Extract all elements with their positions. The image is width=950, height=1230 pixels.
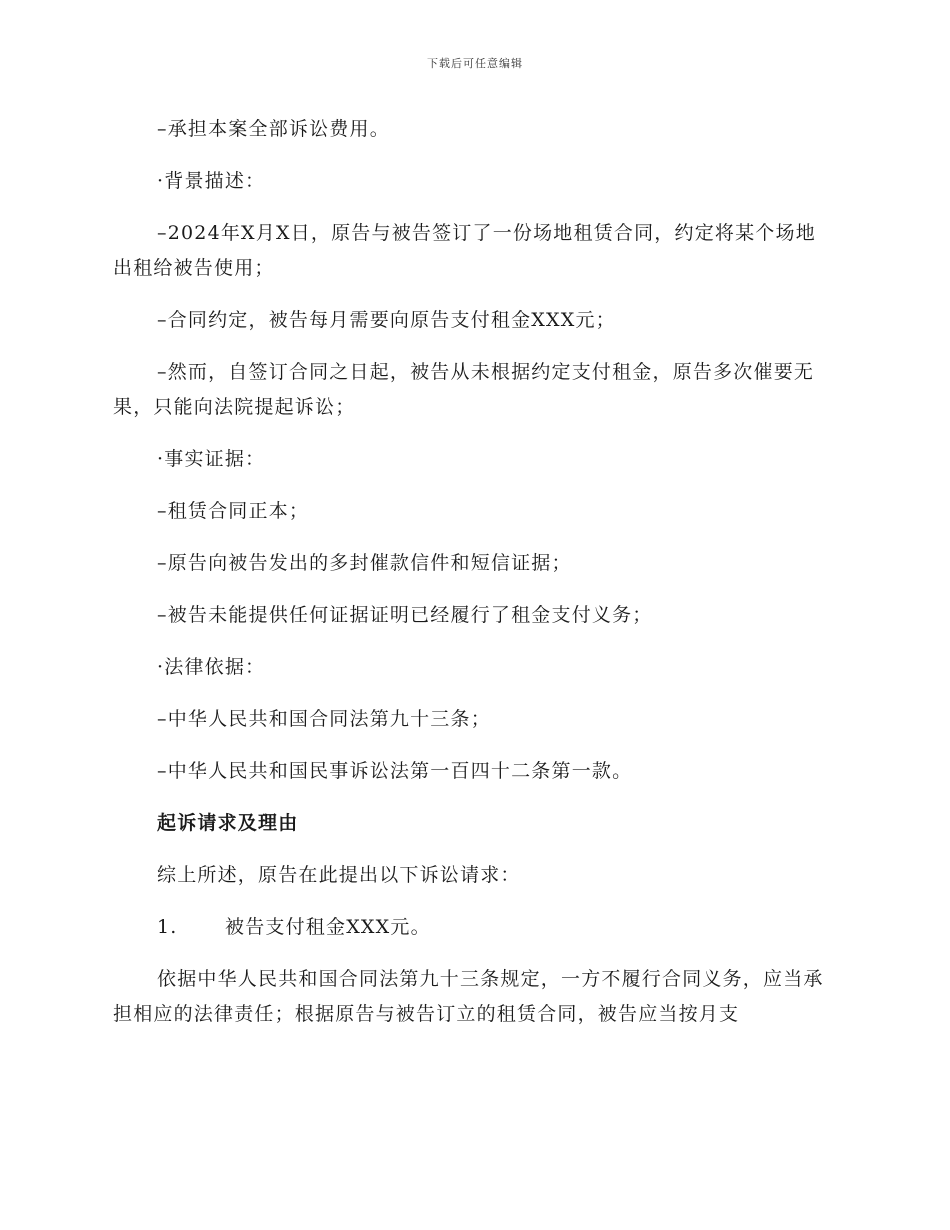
paragraph-contract-signed: –2024年X月X日，原告与被告签订了一份场地租赁合同，约定将某个场地出租给被告使用；	[113, 222, 816, 279]
paragraph-contract-law: –中华人民共和国合同法第九十三条；	[157, 708, 491, 730]
paragraph-legal-basis-heading: ·法律依据：	[157, 656, 266, 678]
paragraph-claims-intro: 综上所述，原告在此提出以下诉讼请求：	[157, 864, 521, 886]
page-header: 下载后可任意编辑	[427, 57, 523, 70]
paragraph-legal-reasoning: 依据中华人民共和国合同法第九十三条规定，一方不履行合同义务，应当承担相应的法律责任；根据原告与被告订立的租赁合同，被告应当按月支	[113, 968, 824, 1025]
paragraph-background-heading: ·背景描述：	[157, 170, 266, 192]
paragraph-nonpayment: –然而，自签订合同之日起，被告从未根据约定支付租金，原告多次催要无果，只能向法院提起诉讼；	[113, 361, 815, 418]
paragraph-evidence-defendant: –被告未能提供任何证据证明已经履行了租金支付义务；	[157, 604, 653, 626]
claim-text: 被告支付租金XXX元。	[225, 916, 431, 938]
paragraph-evidence-letters: –原告向被告发出的多封催款信件和短信证据；	[157, 552, 572, 574]
section-heading-claims: 起诉请求及理由	[157, 812, 299, 834]
document-body	[113, 112, 833, 1049]
claim-number: 1.	[157, 916, 178, 938]
paragraph-evidence-heading: ·事实证据：	[157, 448, 266, 470]
numbered-claim-item	[113, 910, 833, 945]
paragraph-civil-procedure-law: –中华人民共和国民事诉讼法第一百四十二条第一款。	[157, 760, 633, 782]
paragraph-rent-amount: –合同约定，被告每月需要向原告支付租金XXX元；	[157, 309, 616, 331]
paragraph-evidence-contract: –租赁合同正本；	[157, 500, 310, 522]
paragraph-litigation-costs: –承担本案全部诉讼费用。	[157, 118, 390, 140]
